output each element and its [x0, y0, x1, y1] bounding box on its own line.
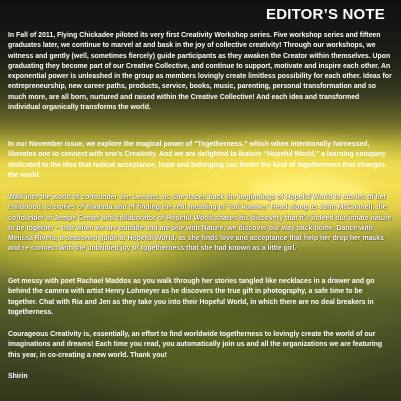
page-title: EDITOR’S NOTE [265, 6, 385, 23]
closing-paragraph: Courageous Creativity is, essentially, an effort to find worldwide togetherness to lovingly create the world of our imaginations and dreams! Each time you read, you automatically join us and all the organizations we are featuring this year, in co-creating a new world. Thank you! [8, 331, 383, 359]
features-continued-paragraph: Get messy with poet Rachael Maddox as you walk through her stories tangled like necklaces in a drawer and go behind the camera with artist Henry Lohmeyer as he discovers the true gift in photography, a safe time to be together. Chat with Ria and Jen as they take you into their Hopeful World, in which there are no deal breakers in togetherness. [8, 278, 375, 316]
signature: Shirin [8, 373, 28, 380]
november-issue-paragraph: In our November issue, we explore the magical power of “Togetherness,” which when intentionally harnessed, liberates one to connect with one’s Creativity. And we are delighted to feature “Hopeful World,” a learning company dedicated to the idea that radical acceptance, hope and belonging can foster the kind of togetherness that changes the world. [8, 141, 386, 179]
features-paragraph: Walk into the world of co-founder Jen Lemens, as she traces back the beginnings of Hopeful World to stories of her childhood, to stories of Rwanda and of finding the real meaning of ‘turi kumwe.’ Read along as John McConnell, the co-founder of Jempe Center and collaborator of Hopeful World shares his discovery that it’s indeed our innate nature to be together – that when we are outside and are one with Nature, we discover our way back home. Dance with Melissa Rivera, a seasoned guide at Hopeful World, as she finds love and acceptance that help her drop her masks and re-connect with the unbridled joy of togetherness that she had known as a little girl. [8, 194, 392, 253]
intro-paragraph: In Fall of 2011, Flying Chickadee piloted its very first Creativity Workshop series. Five workshop series and fifteen graduates later, we continue to marvel at and bask in the joy of collective creativity! Through our workshops, we witness and gently (well, sometimes fiercely) guide participants as they awaken the Creator within themselves. Upon graduating they become part of our Creative Collective, and continue to support, motivate and inspire each other. An exponential power is unleashed in the group as members lovingly create limitless possibility for each other. Ideas for entrepreneurship, new career paths, products, service, books, music, parenting, personal transformation and so much more, are all born, nurtured and raised within the Creative Collective! And each idea and transformed individual organically transforms the world. [8, 32, 392, 112]
